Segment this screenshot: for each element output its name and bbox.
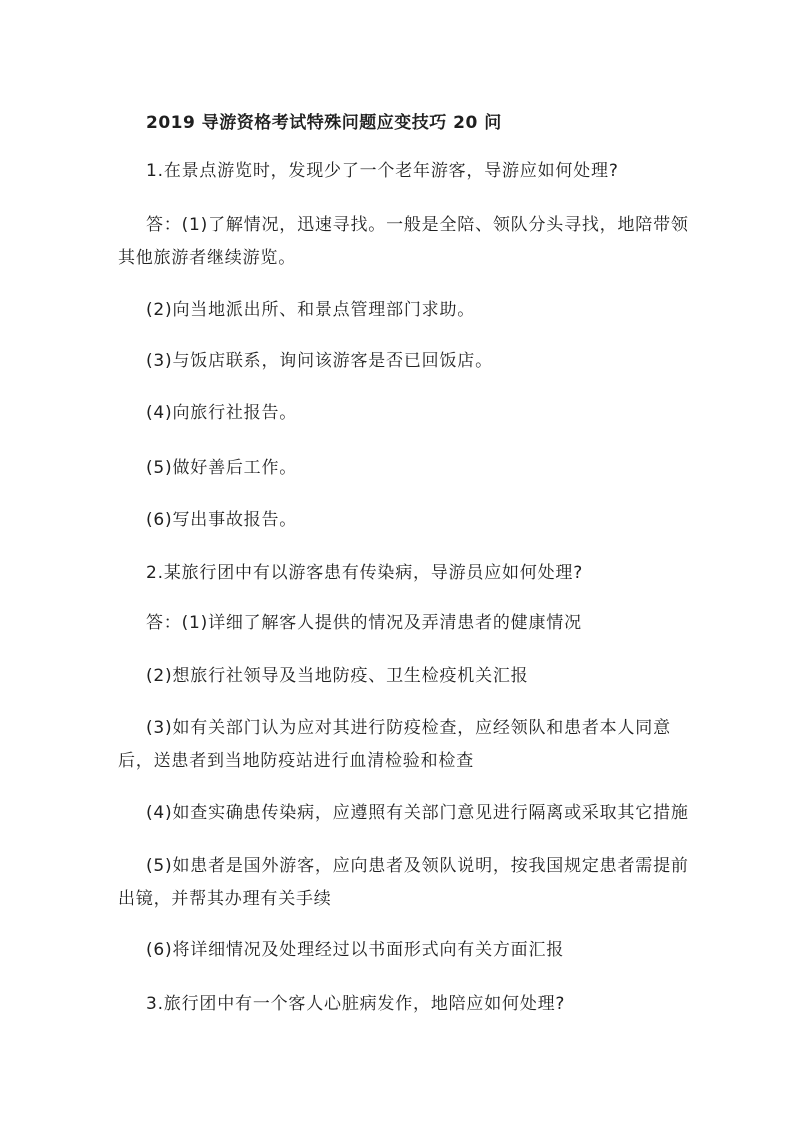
question-2: 2.某旅行团中有以游客患有传染病，导游员应如何处理? [146,563,584,583]
answer-2-step-2: (2)想旅行社领导及当地防疫、卫生检疫机关汇报 [146,666,529,686]
answer-1-step-5: (5)做好善后工作。 [146,458,298,478]
question-1: 1.在景点游览时，发现少了一个老年游客，导游应如何处理? [146,161,619,181]
answer-2-step-5: (5)如患者是国外游客，应向患者及领队说明，按我国规定患者需提前出镜，并帮其办理有关手续 [118,856,689,909]
answer-2-step-4: (4)如查实确患传染病，应遵照有关部门意见进行隔离或采取其它措施 [146,803,689,823]
question-3: 3.旅行团中有一个客人心脏病发作，地陪应如何处理? [146,994,566,1014]
answer-1-step-2: (2)向当地派出所、和景点管理部门求助。 [146,300,476,320]
answer-2-step-3: (3)如有关部门认为应对其进行防疫检查，应经领队和患者本人同意后，送患者到当地防疫站进行血清检验和检查 [118,718,671,771]
answer-2-step-6: (6)将详细情况及处理经过以书面形式向有关方面汇报 [146,940,565,960]
answer-1-step-6: (6)写出事故报告。 [146,510,298,530]
answer-1-step-4: (4)向旅行社报告。 [146,403,298,423]
answer-1-step-1: 答：(1)了解情况，迅速寻找。一般是全陪、领队分头寻找，地陪带领其他旅游者继续游览。 [118,215,689,268]
answer-2-step-1: 答：(1)详细了解客人提供的情况及弄清患者的健康情况 [146,613,582,633]
document-title: 2019 导游资格考试特殊问题应变技巧 20 问 [146,113,502,133]
answer-1-step-3: (3)与饭店联系，询问该游客是否已回饭店。 [146,351,493,371]
